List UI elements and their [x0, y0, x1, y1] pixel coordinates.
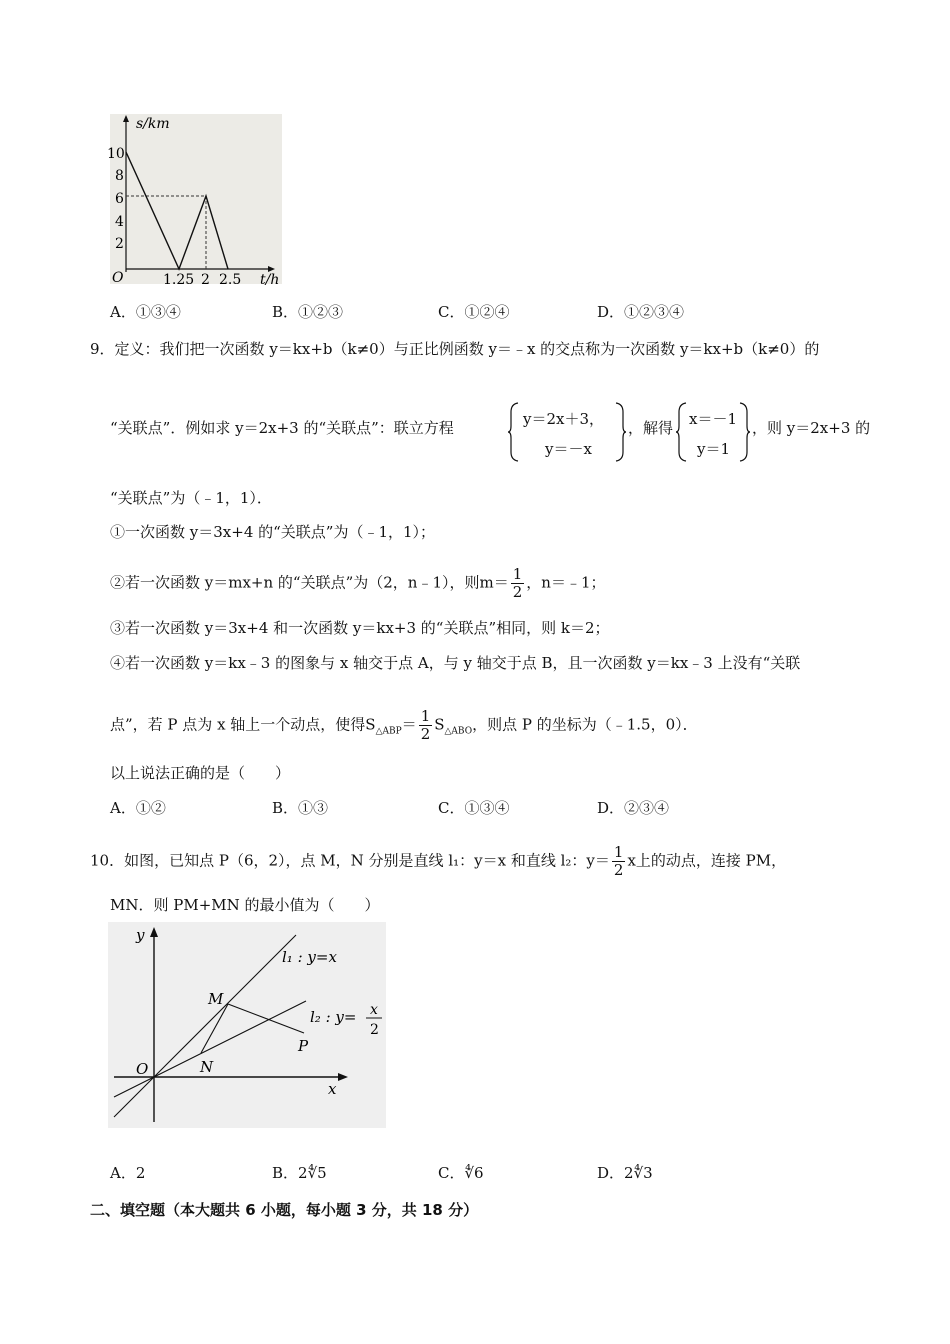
- statement4-eq: ＝: [401, 715, 417, 734]
- system1-right-brace-icon: [614, 402, 626, 462]
- system1-left-brace-icon: [508, 402, 520, 462]
- q9-option-b[interactable]: B．①③: [272, 799, 329, 817]
- q10-text-pre: 10．如图，已知点 P（6，2），点 M，N 分别是直线 l₁：y＝x 和直线 l₂：y＝: [90, 851, 610, 870]
- system2-eq1: x＝－1: [689, 410, 738, 428]
- section2-heading: 二、填空题（本大题共 6 小题，每小题 3 分，共 18 分）: [90, 1201, 479, 1219]
- x-tick: 2: [201, 272, 210, 288]
- statement2-text-post: ，n＝﹣1；: [526, 573, 606, 592]
- q8-option-c[interactable]: C．①②④: [438, 303, 510, 321]
- point-P-label: P: [298, 1037, 309, 1055]
- x-axis-label: t/h: [260, 272, 280, 288]
- y-tick: 10: [107, 146, 125, 162]
- q9-option-c[interactable]: C．①③④: [438, 799, 510, 817]
- fraction-numerator: 1: [613, 843, 624, 861]
- q9-stem-line2-post: ，则 y＝2x+3 的: [752, 419, 871, 437]
- statement4-text-pre: 点”，若 P 点为 x 轴上一个动点，使得S: [110, 715, 376, 734]
- q9-statement-2: [110, 566, 606, 601]
- l2-fraction-den: 2: [370, 1022, 379, 1038]
- q8-option-a[interactable]: A．①③④: [110, 303, 181, 321]
- q8-option-b[interactable]: B．①②③: [272, 303, 344, 321]
- x-axis-label: x: [328, 1080, 337, 1098]
- q9-option-a[interactable]: A．①②: [110, 799, 166, 817]
- q10-stem-line2: MN．则 PM+MN 的最小值为（ ）: [110, 896, 380, 914]
- y-tick: 8: [115, 168, 124, 184]
- fraction-denominator: 2: [512, 583, 523, 601]
- q10-option-a[interactable]: A．2: [110, 1164, 146, 1182]
- q9-statement-3: ③若一次函数 y＝3x+4 和一次函数 y＝kx+3 的“关联点”相同，则 k＝2；: [110, 619, 610, 637]
- q10-figure: [108, 922, 386, 1128]
- q9-question: 以上说法正确的是（ ）: [110, 764, 291, 782]
- y-tick: 4: [115, 214, 124, 230]
- statement4-fraction: [419, 708, 433, 743]
- origin-label: O: [112, 270, 124, 286]
- q9-stem-line3: “关联点”为（﹣1，1）．: [110, 489, 272, 507]
- fraction-numerator: 1: [420, 707, 431, 725]
- statement4-sub2: △ABO: [444, 726, 473, 737]
- statement4-text-post: ，则点 P 的坐标为（﹣1.5，0）．: [472, 715, 698, 734]
- statement4-S: S: [434, 715, 445, 734]
- q10-stem-line1: [90, 844, 786, 879]
- q9-statement-1: ①一次函数 y＝3x+4 的“关联点”为（﹣1，1）；: [110, 523, 436, 541]
- q10-fraction: [612, 844, 626, 879]
- q8-distance-time-graph: [104, 112, 284, 288]
- y-axis-label: y: [136, 926, 145, 944]
- q10-option-b[interactable]: B．2∜5: [272, 1164, 327, 1182]
- q10-option-c[interactable]: C．∜6: [438, 1164, 484, 1182]
- point-M-label: M: [208, 990, 224, 1008]
- system1-eq2: y＝－x: [545, 440, 592, 458]
- origin-label: O: [136, 1060, 149, 1078]
- x-tick: 1.25: [163, 272, 195, 288]
- x-tick: 2.5: [219, 272, 242, 288]
- q10-option-d[interactable]: D．2∜3: [597, 1164, 653, 1182]
- y-tick: 6: [115, 191, 124, 207]
- y-axis-label: s/km: [136, 116, 170, 132]
- q8-option-d[interactable]: D．①②③④: [597, 303, 685, 321]
- system1-eq1: y＝2x＋3，: [523, 410, 605, 428]
- q9-stem-line1: 9．定义：我们把一次函数 y＝kx+b（k≠0）与正比例函数 y＝﹣x 的交点称为一次函数 y＝kx+b（k≠0）的: [90, 340, 820, 358]
- q9-stem-line2-pre: “关联点”．例如求 y＝2x+3 的“关联点”：联立方程: [110, 419, 454, 437]
- fraction-numerator: 1: [512, 565, 523, 583]
- fraction-denominator: 2: [420, 725, 431, 743]
- l2-fraction-num: x: [370, 1002, 378, 1018]
- l2-label: l₂ : y=: [310, 1008, 357, 1026]
- system2-right-brace-icon: [738, 402, 750, 462]
- system2-left-brace-icon: [676, 402, 688, 462]
- q9-stem-line2-mid: ，解得: [628, 419, 674, 437]
- q10-text-post: x上的动点，连接 PM，: [627, 851, 787, 870]
- point-N-label: N: [200, 1058, 214, 1076]
- graph-background: [110, 114, 282, 284]
- l1-label: l₁ : y=x: [282, 948, 337, 966]
- q9-statement-4-line2: [110, 708, 698, 743]
- statement2-text-pre: ②若一次函数 y＝mx+n 的“关联点”为（2，n﹣1），则m＝: [110, 573, 509, 592]
- q9-statement-4-line1: ④若一次函数 y＝kx﹣3 的图象与 x 轴交于点 A，与 y 轴交于点 B，且一次函数 y＝kx﹣3 上没有“关联: [110, 654, 801, 672]
- q9-option-d[interactable]: D．②③④: [597, 799, 670, 817]
- statement2-fraction: [511, 566, 525, 601]
- system2-eq2: y＝1: [697, 440, 731, 458]
- y-tick: 2: [115, 236, 124, 252]
- statement4-sub1: △ABP: [375, 726, 402, 737]
- fraction-denominator: 2: [613, 861, 624, 879]
